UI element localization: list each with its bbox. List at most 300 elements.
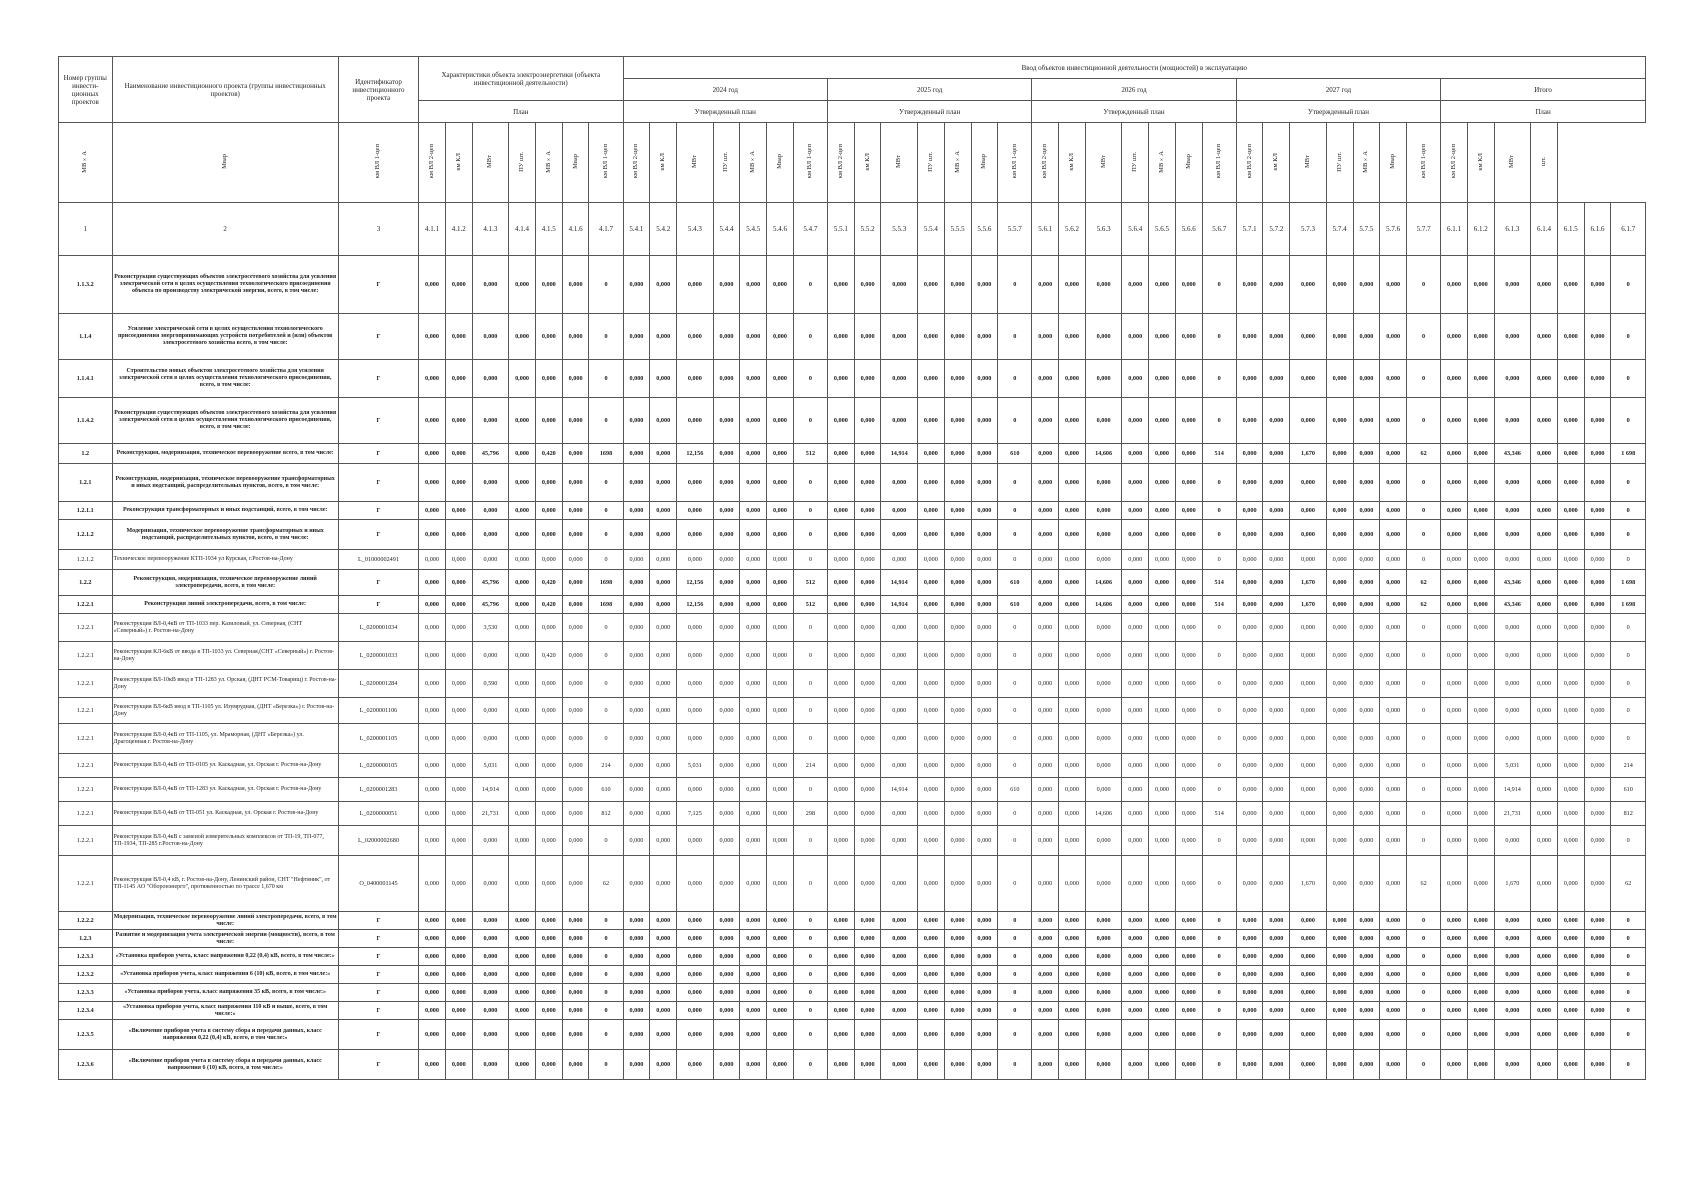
row-value: 0,000 <box>1059 1002 1086 1020</box>
row-value: 0,000 <box>1584 550 1611 570</box>
row-value: 5,031 <box>1494 754 1531 778</box>
row-value: 0,000 <box>881 520 918 550</box>
row-value: 0,000 <box>827 614 854 642</box>
row-value: 0,000 <box>677 698 714 724</box>
row-value: 0,000 <box>740 1020 767 1050</box>
row-value: 512 <box>793 444 827 464</box>
row-value: 0,000 <box>650 802 677 826</box>
row-value: 0,000 <box>1236 948 1263 966</box>
row-value: 0 <box>998 802 1032 826</box>
row-value: 12,156 <box>677 570 714 596</box>
row-value: 0,000 <box>740 930 767 948</box>
column-number: 5.4.6 <box>767 203 794 256</box>
row-value: 0,000 <box>1290 966 1327 984</box>
row-value: 0 <box>998 930 1032 948</box>
row-value: 1 698 <box>1611 596 1646 614</box>
header-unit-label: МВт <box>895 155 903 168</box>
row-value: 0,420 <box>535 444 562 464</box>
row-value: 0,000 <box>623 802 650 826</box>
row-value: 0,000 <box>1290 398 1327 444</box>
row-value: 0 <box>793 778 827 802</box>
row-value: 0,000 <box>1557 614 1584 642</box>
row-value: 0 <box>589 930 623 948</box>
row-value: 0,000 <box>1122 1050 1149 1080</box>
row-value: 0,000 <box>562 948 589 966</box>
row-value: 0,000 <box>535 930 562 948</box>
row-value: 0,000 <box>854 778 881 802</box>
row-value: 1,670 <box>1290 596 1327 614</box>
row-value: 0,000 <box>562 754 589 778</box>
row-value: 0,000 <box>1441 444 1468 464</box>
row-value: 0,000 <box>1290 754 1327 778</box>
header-unit-label: Мвар <box>221 154 229 169</box>
header-unit <box>1236 123 1263 203</box>
header-unit-label: Мвар <box>571 154 579 169</box>
row-value: 0,000 <box>827 984 854 1002</box>
row-value: 0,000 <box>1467 550 1494 570</box>
row-value: 0,000 <box>713 360 740 398</box>
row-value: 0,000 <box>1326 596 1353 614</box>
header-unit-label: МВт <box>1508 155 1516 168</box>
row-value: 0,000 <box>944 670 971 698</box>
row-value: 0,000 <box>1467 856 1494 912</box>
row-value: 1,670 <box>1290 444 1327 464</box>
header-group-number: Номер группы инвести-ционных проектов <box>59 57 113 123</box>
row-value: 0,000 <box>1085 1020 1122 1050</box>
row-value: 0 <box>998 464 1032 502</box>
row-value: 0,000 <box>1441 360 1468 398</box>
row-value: 0,000 <box>1380 256 1407 314</box>
row-value: 0,000 <box>1467 670 1494 698</box>
row-value: 0,000 <box>827 398 854 444</box>
row-value: 0,000 <box>535 502 562 520</box>
row-value: 0,000 <box>1290 930 1327 948</box>
row-value: 0,000 <box>767 826 794 856</box>
row-value: 0,000 <box>445 754 472 778</box>
row-value: 0,000 <box>1236 670 1263 698</box>
row-value: 0,000 <box>1263 444 1290 464</box>
row-value: 298 <box>793 802 827 826</box>
row-value: 0,000 <box>1467 502 1494 520</box>
row-value: 0,000 <box>971 520 998 550</box>
row-number: 1.2.2.1 <box>59 826 113 856</box>
row-value: 0,000 <box>535 778 562 802</box>
row-value: 0,000 <box>1326 1050 1353 1080</box>
row-value: 0,000 <box>1531 596 1558 614</box>
row-value: 0,000 <box>1441 724 1468 754</box>
row-value: 0,000 <box>1032 948 1059 966</box>
row-value: 0,000 <box>1149 464 1176 502</box>
row-value: 0,000 <box>713 724 740 754</box>
row-value: 0,000 <box>1441 930 1468 948</box>
row-value: 0,000 <box>1175 778 1202 802</box>
row-value: 0,000 <box>881 670 918 698</box>
table-row <box>59 698 1646 724</box>
header-unit-label: км ВЛ 2-цеп <box>428 144 435 179</box>
row-value: 0,000 <box>917 984 944 1002</box>
column-number: 5.6.5 <box>1149 203 1176 256</box>
row-number: 1.2.2.1 <box>59 670 113 698</box>
row-value: 0,000 <box>944 802 971 826</box>
table-body <box>59 203 1646 1080</box>
row-value: 0,000 <box>472 642 509 670</box>
row-value: 0,000 <box>944 444 971 464</box>
row-value: 0,000 <box>623 256 650 314</box>
row-value: 0,000 <box>740 802 767 826</box>
row-value: 0,000 <box>1557 698 1584 724</box>
row-value: 0,000 <box>917 256 944 314</box>
row-value: 0,000 <box>740 314 767 360</box>
row-value: 0 <box>589 502 623 520</box>
row-value: 62 <box>1407 444 1441 464</box>
row-value: 0,000 <box>445 444 472 464</box>
row-value: 0,000 <box>562 670 589 698</box>
row-value: 0,000 <box>1122 642 1149 670</box>
row-value: 0,000 <box>1085 614 1122 642</box>
row-value: 0 <box>1202 930 1236 948</box>
row-value: 0 <box>1611 912 1646 930</box>
row-value: 0,000 <box>1032 398 1059 444</box>
row-value: 0,000 <box>1531 778 1558 802</box>
row-value: 0,000 <box>917 1050 944 1080</box>
row-value: 0,000 <box>1085 826 1122 856</box>
row-value: 0,000 <box>971 502 998 520</box>
row-number: 1.1.4 <box>59 314 113 360</box>
row-value: 0 <box>793 948 827 966</box>
row-value: 0,000 <box>713 502 740 520</box>
row-value: 0,000 <box>917 596 944 614</box>
row-value: 0,000 <box>971 984 998 1002</box>
row-value: 0 <box>998 754 1032 778</box>
row-project-name: Модернизация, техническое перевооружение линий электропередачи, всего, в том числе: <box>112 912 338 930</box>
row-value: 0,000 <box>1353 930 1380 948</box>
row-value: 0,000 <box>1290 502 1327 520</box>
row-value: 0,000 <box>623 966 650 984</box>
row-value: 0,000 <box>1059 948 1086 966</box>
row-value: 0,000 <box>1531 802 1558 826</box>
row-value: 0,000 <box>650 398 677 444</box>
column-number: 5.6.6 <box>1175 203 1202 256</box>
row-value: 0,000 <box>767 984 794 1002</box>
row-value: 0,000 <box>1326 856 1353 912</box>
row-value: 0,000 <box>1326 1020 1353 1050</box>
row-value: 0 <box>589 550 623 570</box>
row-value: 0,000 <box>1085 984 1122 1002</box>
row-project-name: Развитие и модернизация учета электрической энергии (мощности), всего, в том числе: <box>112 930 338 948</box>
row-value: 0,000 <box>1494 826 1531 856</box>
row-value: 0,000 <box>1236 614 1263 642</box>
header-unit <box>917 123 944 203</box>
row-value: 62 <box>1407 570 1441 596</box>
row-value: 0 <box>1407 1020 1441 1050</box>
row-value: 0,000 <box>677 1050 714 1080</box>
row-value: 0,000 <box>740 570 767 596</box>
row-value: 0 <box>1611 314 1646 360</box>
row-project-id: Г <box>338 464 418 502</box>
row-value: 0,000 <box>1032 314 1059 360</box>
row-value: 0,000 <box>740 444 767 464</box>
row-value: 0,000 <box>535 314 562 360</box>
row-value: 0,000 <box>1032 520 1059 550</box>
row-value: 0,000 <box>623 520 650 550</box>
row-value: 0,000 <box>1236 912 1263 930</box>
row-number: 1.2.1 <box>59 464 113 502</box>
row-value: 0,000 <box>917 502 944 520</box>
row-value: 0,000 <box>1584 1002 1611 1020</box>
row-value: 0 <box>1202 520 1236 550</box>
row-value: 0,000 <box>1467 984 1494 1002</box>
row-value: 0 <box>1202 698 1236 724</box>
row-project-name: Усиление электрической сети в целях осуществления технологического присоединения энергопринимающих устройств потребителей и (или) объектов электросетевого хозяйства всего, в том числе: <box>112 314 338 360</box>
row-value: 0,000 <box>827 550 854 570</box>
row-value: 0,000 <box>1353 570 1380 596</box>
row-value: 0,000 <box>1149 984 1176 1002</box>
row-value: 0,000 <box>445 856 472 912</box>
row-value: 0,000 <box>713 398 740 444</box>
row-value: 0,000 <box>917 360 944 398</box>
row-value: 0,000 <box>650 698 677 724</box>
row-value: 0,000 <box>917 778 944 802</box>
row-value: 0,000 <box>1122 360 1149 398</box>
row-value: 0,000 <box>1085 724 1122 754</box>
row-value: 0,000 <box>509 550 536 570</box>
row-value: 0,000 <box>1557 724 1584 754</box>
row-value: 0,000 <box>1236 444 1263 464</box>
row-value: 0,000 <box>1059 614 1086 642</box>
row-value: 0,000 <box>971 826 998 856</box>
row-value: 214 <box>1611 754 1646 778</box>
row-value: 0,000 <box>445 778 472 802</box>
row-value: 0,000 <box>1494 966 1531 984</box>
header-unit <box>998 123 1032 203</box>
row-value: 0,000 <box>767 360 794 398</box>
row-value: 0,000 <box>445 1050 472 1080</box>
row-value: 14,914 <box>881 570 918 596</box>
row-value: 0,000 <box>944 502 971 520</box>
table-row <box>59 948 1646 966</box>
row-value: 0 <box>1611 966 1646 984</box>
row-value: 0,000 <box>1236 754 1263 778</box>
row-value: 0,000 <box>1290 802 1327 826</box>
row-value: 0,000 <box>1557 930 1584 948</box>
row-value: 0,000 <box>1085 502 1122 520</box>
row-value: 0,000 <box>1032 698 1059 724</box>
row-value: 0,000 <box>650 464 677 502</box>
row-project-name: Реконструкция, модернизация, техническое перевооружение линий электропередачи, всего, в том числе: <box>112 570 338 596</box>
row-value: 0,000 <box>1175 1050 1202 1080</box>
row-value: 0,000 <box>1380 856 1407 912</box>
row-value: 0,000 <box>1584 642 1611 670</box>
row-value: 0,000 <box>713 1002 740 1020</box>
table-row <box>59 256 1646 314</box>
row-value: 0,000 <box>1326 464 1353 502</box>
row-value: 0,000 <box>1531 642 1558 670</box>
row-value: 0,000 <box>509 1002 536 1020</box>
header-year-1: 2024 год <box>623 79 827 101</box>
row-value: 0,000 <box>1557 642 1584 670</box>
row-value: 0 <box>998 984 1032 1002</box>
row-value: 0,000 <box>767 1020 794 1050</box>
row-value: 0,000 <box>713 1020 740 1050</box>
header-unit-label: МВт <box>690 155 698 168</box>
row-value: 0,000 <box>971 596 998 614</box>
row-value: 0,000 <box>1149 596 1176 614</box>
row-value: 0,000 <box>1467 444 1494 464</box>
row-value: 45,796 <box>472 570 509 596</box>
row-value: 0,000 <box>1236 1002 1263 1020</box>
row-value: 0,000 <box>917 444 944 464</box>
row-value: 0,000 <box>713 596 740 614</box>
row-value: 0,000 <box>1085 1002 1122 1020</box>
row-value: 0,000 <box>1584 912 1611 930</box>
row-value: 0,000 <box>1557 670 1584 698</box>
row-value: 0,000 <box>535 360 562 398</box>
row-value: 0,000 <box>1441 570 1468 596</box>
row-value: 0,000 <box>1467 698 1494 724</box>
row-value: 0,000 <box>562 550 589 570</box>
row-project-name: Реконструкция ВЛ-10кВ ввод в ТП-1283 ул. Орская, (ДНТ РСМ-Товарищ) г. Ростов-на-Дону <box>112 670 338 698</box>
row-value: 0,000 <box>1441 826 1468 856</box>
row-value: 0,000 <box>419 398 446 444</box>
row-value: 0,000 <box>650 570 677 596</box>
row-project-name: Реконструкция ВЛ-0,4кВ от ТП-1283 ул. Каскадная, ул. Орская г. Ростов-на-Дону <box>112 778 338 802</box>
row-value: 0,000 <box>1290 256 1327 314</box>
column-number: 5.6.3 <box>1085 203 1122 256</box>
row-value: 0,000 <box>1467 778 1494 802</box>
row-value: 0 <box>1202 856 1236 912</box>
row-value: 0,000 <box>1494 520 1531 550</box>
row-value: 0,000 <box>445 360 472 398</box>
row-value: 0,000 <box>1326 754 1353 778</box>
row-value: 0,000 <box>1032 984 1059 1002</box>
row-value: 0,000 <box>1380 1002 1407 1020</box>
row-value: 0,000 <box>1175 754 1202 778</box>
row-value: 0,000 <box>1494 912 1531 930</box>
row-value: 0,000 <box>562 912 589 930</box>
row-value: 0,000 <box>1557 912 1584 930</box>
row-value: 7,125 <box>677 802 714 826</box>
row-project-name: Реконструкция существующих объектов электросетевого хозяйства для усиления электрической сети в целях осуществления технологического присоединения, всего, в том числе: <box>112 398 338 444</box>
row-value: 0 <box>589 948 623 966</box>
row-value: 0,000 <box>1353 670 1380 698</box>
row-value: 0,000 <box>713 826 740 856</box>
row-value: 0,000 <box>1175 948 1202 966</box>
row-value: 0,000 <box>472 464 509 502</box>
row-value: 0,000 <box>623 1002 650 1020</box>
row-value: 0,000 <box>1467 398 1494 444</box>
row-value: 0,000 <box>1531 502 1558 520</box>
row-value: 0,000 <box>562 826 589 856</box>
row-value: 610 <box>998 596 1032 614</box>
row-value: 43,346 <box>1494 596 1531 614</box>
row-value: 0,000 <box>1290 724 1327 754</box>
row-value: 0,000 <box>677 966 714 984</box>
row-value: 0,000 <box>917 1002 944 1020</box>
row-value: 0,000 <box>1263 550 1290 570</box>
row-project-id: Г <box>338 444 418 464</box>
row-value: 0,000 <box>1441 614 1468 642</box>
row-value: 0,000 <box>1380 596 1407 614</box>
row-value: 0 <box>793 856 827 912</box>
row-value: 0,000 <box>827 314 854 360</box>
column-number: 4.1.6 <box>562 203 589 256</box>
row-value: 0,000 <box>1557 502 1584 520</box>
row-project-name: Реконструкция ВЛ-0,4кВ от ТП-1033 пер. Казиловый, ул. Северная, (СНТ «Северный») г. Ростов-на-Дону <box>112 614 338 642</box>
row-value: 43,346 <box>1494 570 1531 596</box>
row-value: 0,000 <box>445 966 472 984</box>
row-value: 0,000 <box>1149 754 1176 778</box>
row-value: 0,000 <box>1236 826 1263 856</box>
row-value: 812 <box>1611 802 1646 826</box>
row-value: 0,000 <box>1175 966 1202 984</box>
row-value: 0,000 <box>650 724 677 754</box>
row-value: 0,000 <box>1531 550 1558 570</box>
row-value: 0,000 <box>713 550 740 570</box>
row-value: 0,000 <box>1467 826 1494 856</box>
row-value: 0,000 <box>1059 698 1086 724</box>
row-value: 0,000 <box>1584 930 1611 948</box>
row-value: 0,000 <box>944 966 971 984</box>
row-value: 0,000 <box>740 724 767 754</box>
row-value: 0,000 <box>445 570 472 596</box>
row-value: 0,000 <box>1326 724 1353 754</box>
header-unit <box>535 123 562 203</box>
row-value: 0,000 <box>944 256 971 314</box>
row-value: 0,000 <box>1263 1002 1290 1020</box>
row-value: 0,000 <box>1263 966 1290 984</box>
row-project-id: Г <box>338 502 418 520</box>
row-value: 0,000 <box>1353 502 1380 520</box>
row-value: 12,156 <box>677 596 714 614</box>
row-value: 0,000 <box>1122 1020 1149 1050</box>
row-value: 0,000 <box>1122 966 1149 984</box>
row-value: 0,000 <box>509 754 536 778</box>
header-unit <box>1122 123 1149 203</box>
row-value: 0,000 <box>1441 966 1468 984</box>
row-value: 0,000 <box>1290 464 1327 502</box>
row-value: 0 <box>998 614 1032 642</box>
row-value: 0 <box>1202 642 1236 670</box>
row-value: 0,000 <box>1441 912 1468 930</box>
row-value: 1 698 <box>1611 444 1646 464</box>
row-value: 62 <box>1611 856 1646 912</box>
row-value: 0,000 <box>854 1020 881 1050</box>
row-value: 0,000 <box>1236 256 1263 314</box>
row-value: 0,000 <box>445 314 472 360</box>
header-year-2: 2025 год <box>827 79 1031 101</box>
row-value: 0,000 <box>1584 724 1611 754</box>
row-value: 0,000 <box>1531 698 1558 724</box>
row-value: 812 <box>589 802 623 826</box>
row-value: 0 <box>1407 984 1441 1002</box>
table-row <box>59 856 1646 912</box>
row-value: 0,000 <box>677 550 714 570</box>
header-unit-label: км КЛ <box>1476 152 1484 171</box>
row-value: 0,000 <box>917 520 944 550</box>
column-number: 4.1.1 <box>419 203 446 256</box>
row-value: 0,000 <box>1353 856 1380 912</box>
header-unit <box>740 123 767 203</box>
row-value: 0,000 <box>1290 1002 1327 1020</box>
row-value: 0,000 <box>472 948 509 966</box>
row-value: 0,000 <box>1584 520 1611 550</box>
row-value: 0,000 <box>535 1002 562 1020</box>
column-number: 5.5.6 <box>971 203 998 256</box>
row-value: 0,000 <box>509 614 536 642</box>
row-value: 0,000 <box>1494 360 1531 398</box>
row-value: 0,000 <box>1032 444 1059 464</box>
row-value: 0,000 <box>1059 966 1086 984</box>
